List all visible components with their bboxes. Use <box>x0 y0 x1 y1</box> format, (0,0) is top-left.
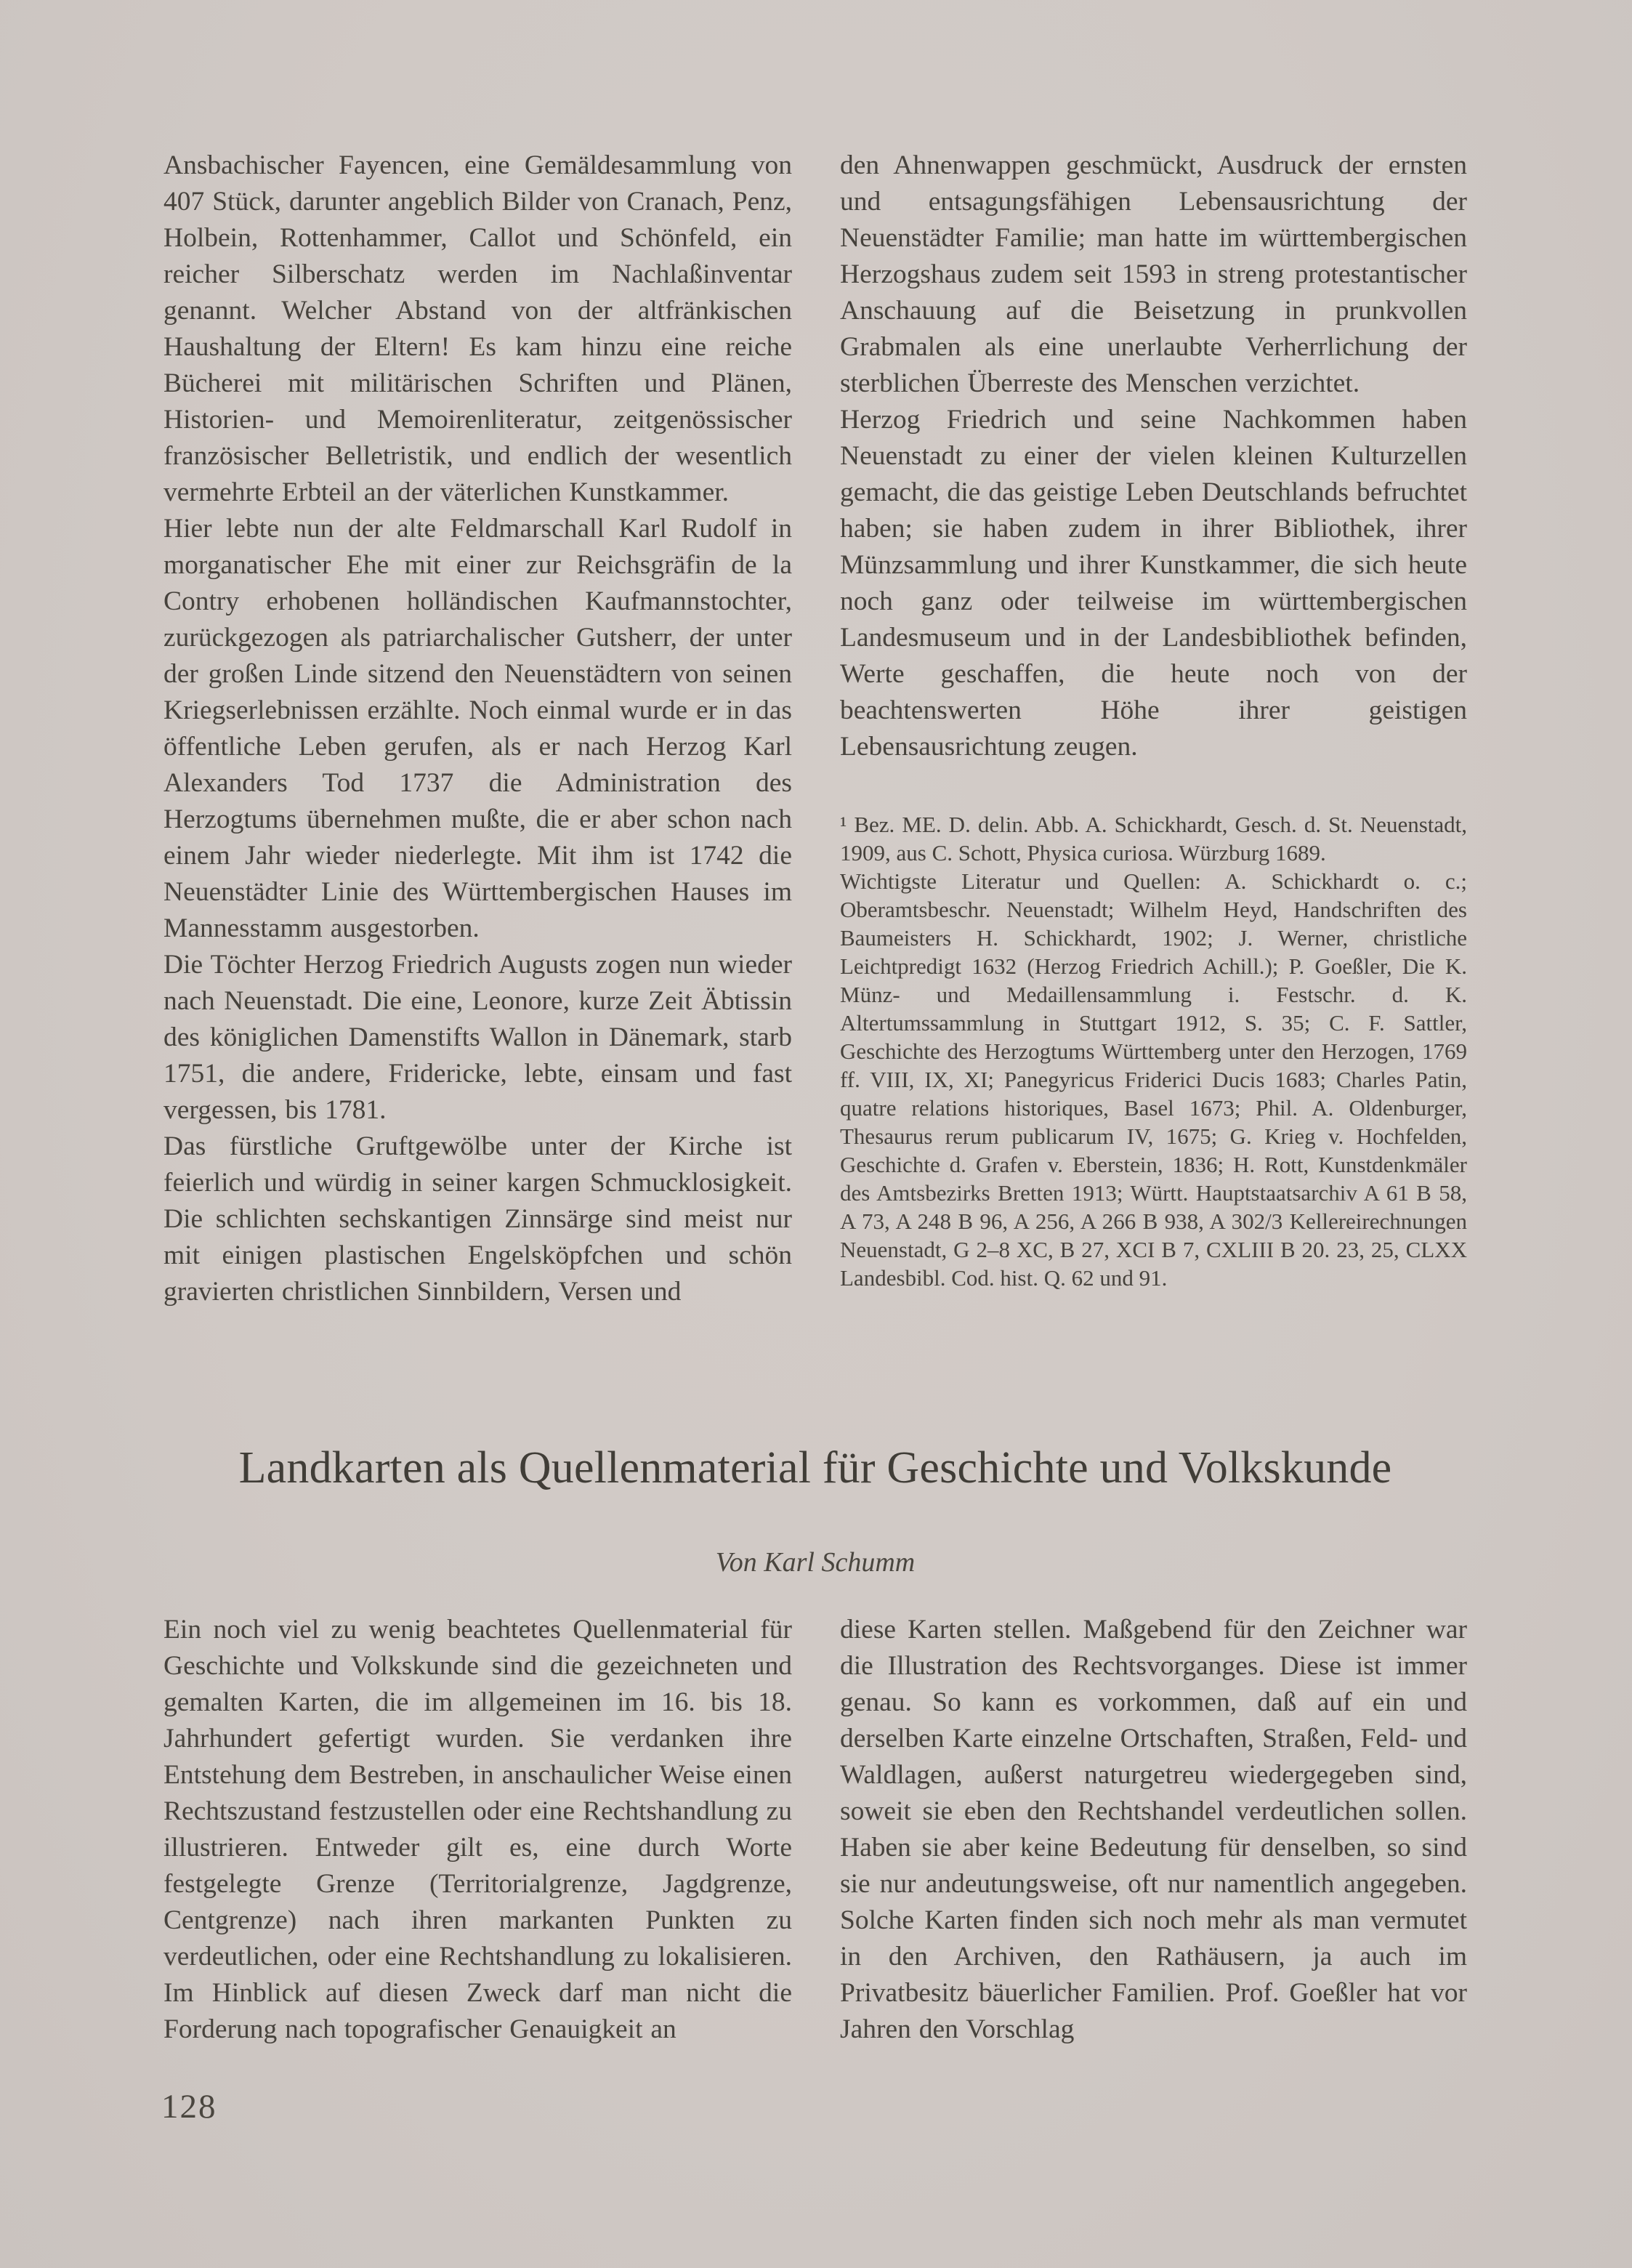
paragraph: Ein noch viel zu wenig beachtetes Quellenmaterial für Geschichte und Volkskunde sind die gezeichneten und gemalten Karten, die im allgemeinen im 16. bis 18. Jahrhundert gefertigt wurden. Sie verdanken ihre Entstehung dem Bestreben, in anschaulicher Weise einen Rechtszustand festzustellen oder eine Rechtshandlung zu illustrieren. Entweder gilt es, eine durch Worte festgelegte Grenze (Territorialgrenze, Jagdgrenze, Centgrenze) nach ihren markanten Punkten zu verdeutlichen, oder eine Rechtshandlung zu lokalisieren. Im Hinblick auf diesen Zweck darf man nicht die Forderung nach topografischer Genauigkeit an <box>163 1615 792 2044</box>
footnote-block <box>840 810 1467 1292</box>
paragraph: Das fürstliche Gruftgewölbe unter der Kirche ist feierlich und würdig in seiner kargen Schmucklosigkeit. Die schlichten sechskantigen Zinnsärge sind meist nur mit einigen plastischen Engelsköpfchen und schön gravierten christlichen Sinnbildern, Versen und <box>163 1131 792 1307</box>
paragraph: Hier lebte nun der alte Feldmarschall Karl Rudolf in morganatischer Ehe mit einer zur Reichsgräfin de la Contry erhobenen holländischen Kaufmannstochter, zurückgezogen als patriarchalischer Gutsherr, der unter der großen Linde sitzend den Neuenstädtern von seinen Kriegserlebnissen erzählte. Noch einmal wurde er in das öffentliche Leben gerufen, als er nach Herzog Karl Alexanders Tod 1737 die Administration des Herzogtums übernehmen mußte, die er aber schon nach einem Jahr wieder niederlegte. Mit ihm ist 1742 die Neuenstädter Linie des Württembergischen Hauses im Mannesstamm ausgestorben. <box>163 514 792 943</box>
article-byline: Von Karl Schumm <box>715 1547 916 1578</box>
previous-article-left-column <box>163 148 792 1310</box>
article-right-column <box>840 1612 1467 2048</box>
article-left-column <box>163 1612 792 2048</box>
paragraph: Ansbachischer Fayencen, eine Gemäldesammlung von 407 Stück, darunter angeblich Bilder von Cranach, Penz, Holbein, Rottenhammer, Callot und Schönfeld, ein reicher Silberschatz werden im Nachlaßinventar genannt. Welcher Abstand von der altfränkischen Haushaltung der Eltern! Es kam hinzu eine reiche Bücherei mit militärischen Schriften und Plänen, Historien- und Memoirenliteratur, zeitgenössischer französischer Belletristik, und endlich der wesentlich vermehrte Erbteil an der väterlichen Kunstkammer. <box>163 150 792 507</box>
paragraph: Herzog Friedrich und seine Nachkommen haben Neuenstadt zu einer der vielen kleinen Kulturzellen gemacht, die das geistige Leben Deutschlands befruchtet haben; sie haben zudem in ihrer Bibliothek, ihrer Münzsammlung und ihrer Kunstkammer, die sich heute noch ganz oder teilweise im württembergischen Landesmuseum und in der Landesbibliothek befinden, Werte geschaffen, die heute noch von der beachtenswerten Höhe ihrer geistigen Lebensausrichtung zeugen. <box>840 405 1467 762</box>
article-title: Landkarten als Quellenmaterial für Geschichte und Volkskunde <box>238 1443 1392 1493</box>
page-number: 128 <box>161 2088 217 2126</box>
previous-article-right-column <box>840 148 1467 765</box>
paragraph: ¹ Bez. ME. D. delin. Abb. A. Schickhardt, Gesch. d. St. Neuenstadt, 1909, aus C. Schott, Physica curiosa. Würzburg 1689. <box>840 812 1467 865</box>
paragraph: Wichtigste Literatur und Quellen: A. Schickhardt o. c.; Oberamtsbeschr. Neuenstadt; Wilhelm Heyd, Handschriften des Baumeisters H. Schickhardt, 1902; J. Werner, christliche Leichtpredigt 1632 (Herzog Friedrich Achill.); P. Goeßler, Die K. Münz- und Medaillensammlung i. Festschr. d. K. Altertumssammlung in Stuttgart 1912, S. 35; C. F. Sattler, Geschichte des Herzogtums Württemberg unter den Herzogen, 1769 ff. VIII, IX, XI; Panegyricus Friderici Ducis 1683; Charles Patin, quatre relations historiques, Basel 1673; Phil. A. Oldenburger, Thesaurus rerum publicarum IV, 1675; G. Krieg v. Hochfelden, Geschichte d. Grafen v. Eberstein, 1836; H. Rott, Kunstdenkmäler des Amtsbezirks Bretten 1913; Württ. Hauptstaatsarchiv A 61 B 58, A 73, A 248 B 96, A 256, A 266 B 938, A 302/3 Kellereirechnungen Neuenstadt, G 2–8 XC, B 27, XCI B 7, CXLIII B 20. 23, 25, CLXX Landesbibl. Cod. hist. Q. 62 und 91. <box>840 868 1467 1291</box>
paragraph: diese Karten stellen. Maßgebend für den Zeichner war die Illustration des Rechtsvorganges. Diese ist immer genau. So kann es vorkommen, daß auf ein und derselben Karte einzelne Ortschaften, Straßen, Feld- und Waldlagen, außerst naturgetreu wiedergegeben sind, soweit sie eben den Rechtshandel verdeutlichen sollen. Haben sie aber keine Bedeutung für denselben, so sind sie nur andeutungsweise, oft nur namentlich angegeben. Solche Karten finden sich noch mehr als man vermutet in den Archiven, den Rathäusern, ja auch im Privatbesitz bäuerlicher Familien. Prof. Goeßler hat vor Jahren den Vorschlag <box>840 1615 1467 2044</box>
paragraph: Die Töchter Herzog Friedrich Augusts zogen nun wieder nach Neuenstadt. Die eine, Leonore, kurze Zeit Äbtissin des königlichen Damenstifts Wallon in Dänemark, starb 1751, die andere, Fridericke, lebte, einsam und fast vergessen, bis 1781. <box>163 950 792 1125</box>
paragraph: den Ahnenwappen geschmückt, Ausdruck der ernsten und entsagungsfähigen Lebensausrichtung der Neuenstädter Familie; man hatte im württembergischen Herzogshaus zudem seit 1593 in streng protestantischer Anschauung auf die Beisetzung in prunkvollen Grabmalen als eine unerlaubte Verherrlichung der sterblichen Überreste des Menschen verzichtet. <box>840 150 1467 398</box>
